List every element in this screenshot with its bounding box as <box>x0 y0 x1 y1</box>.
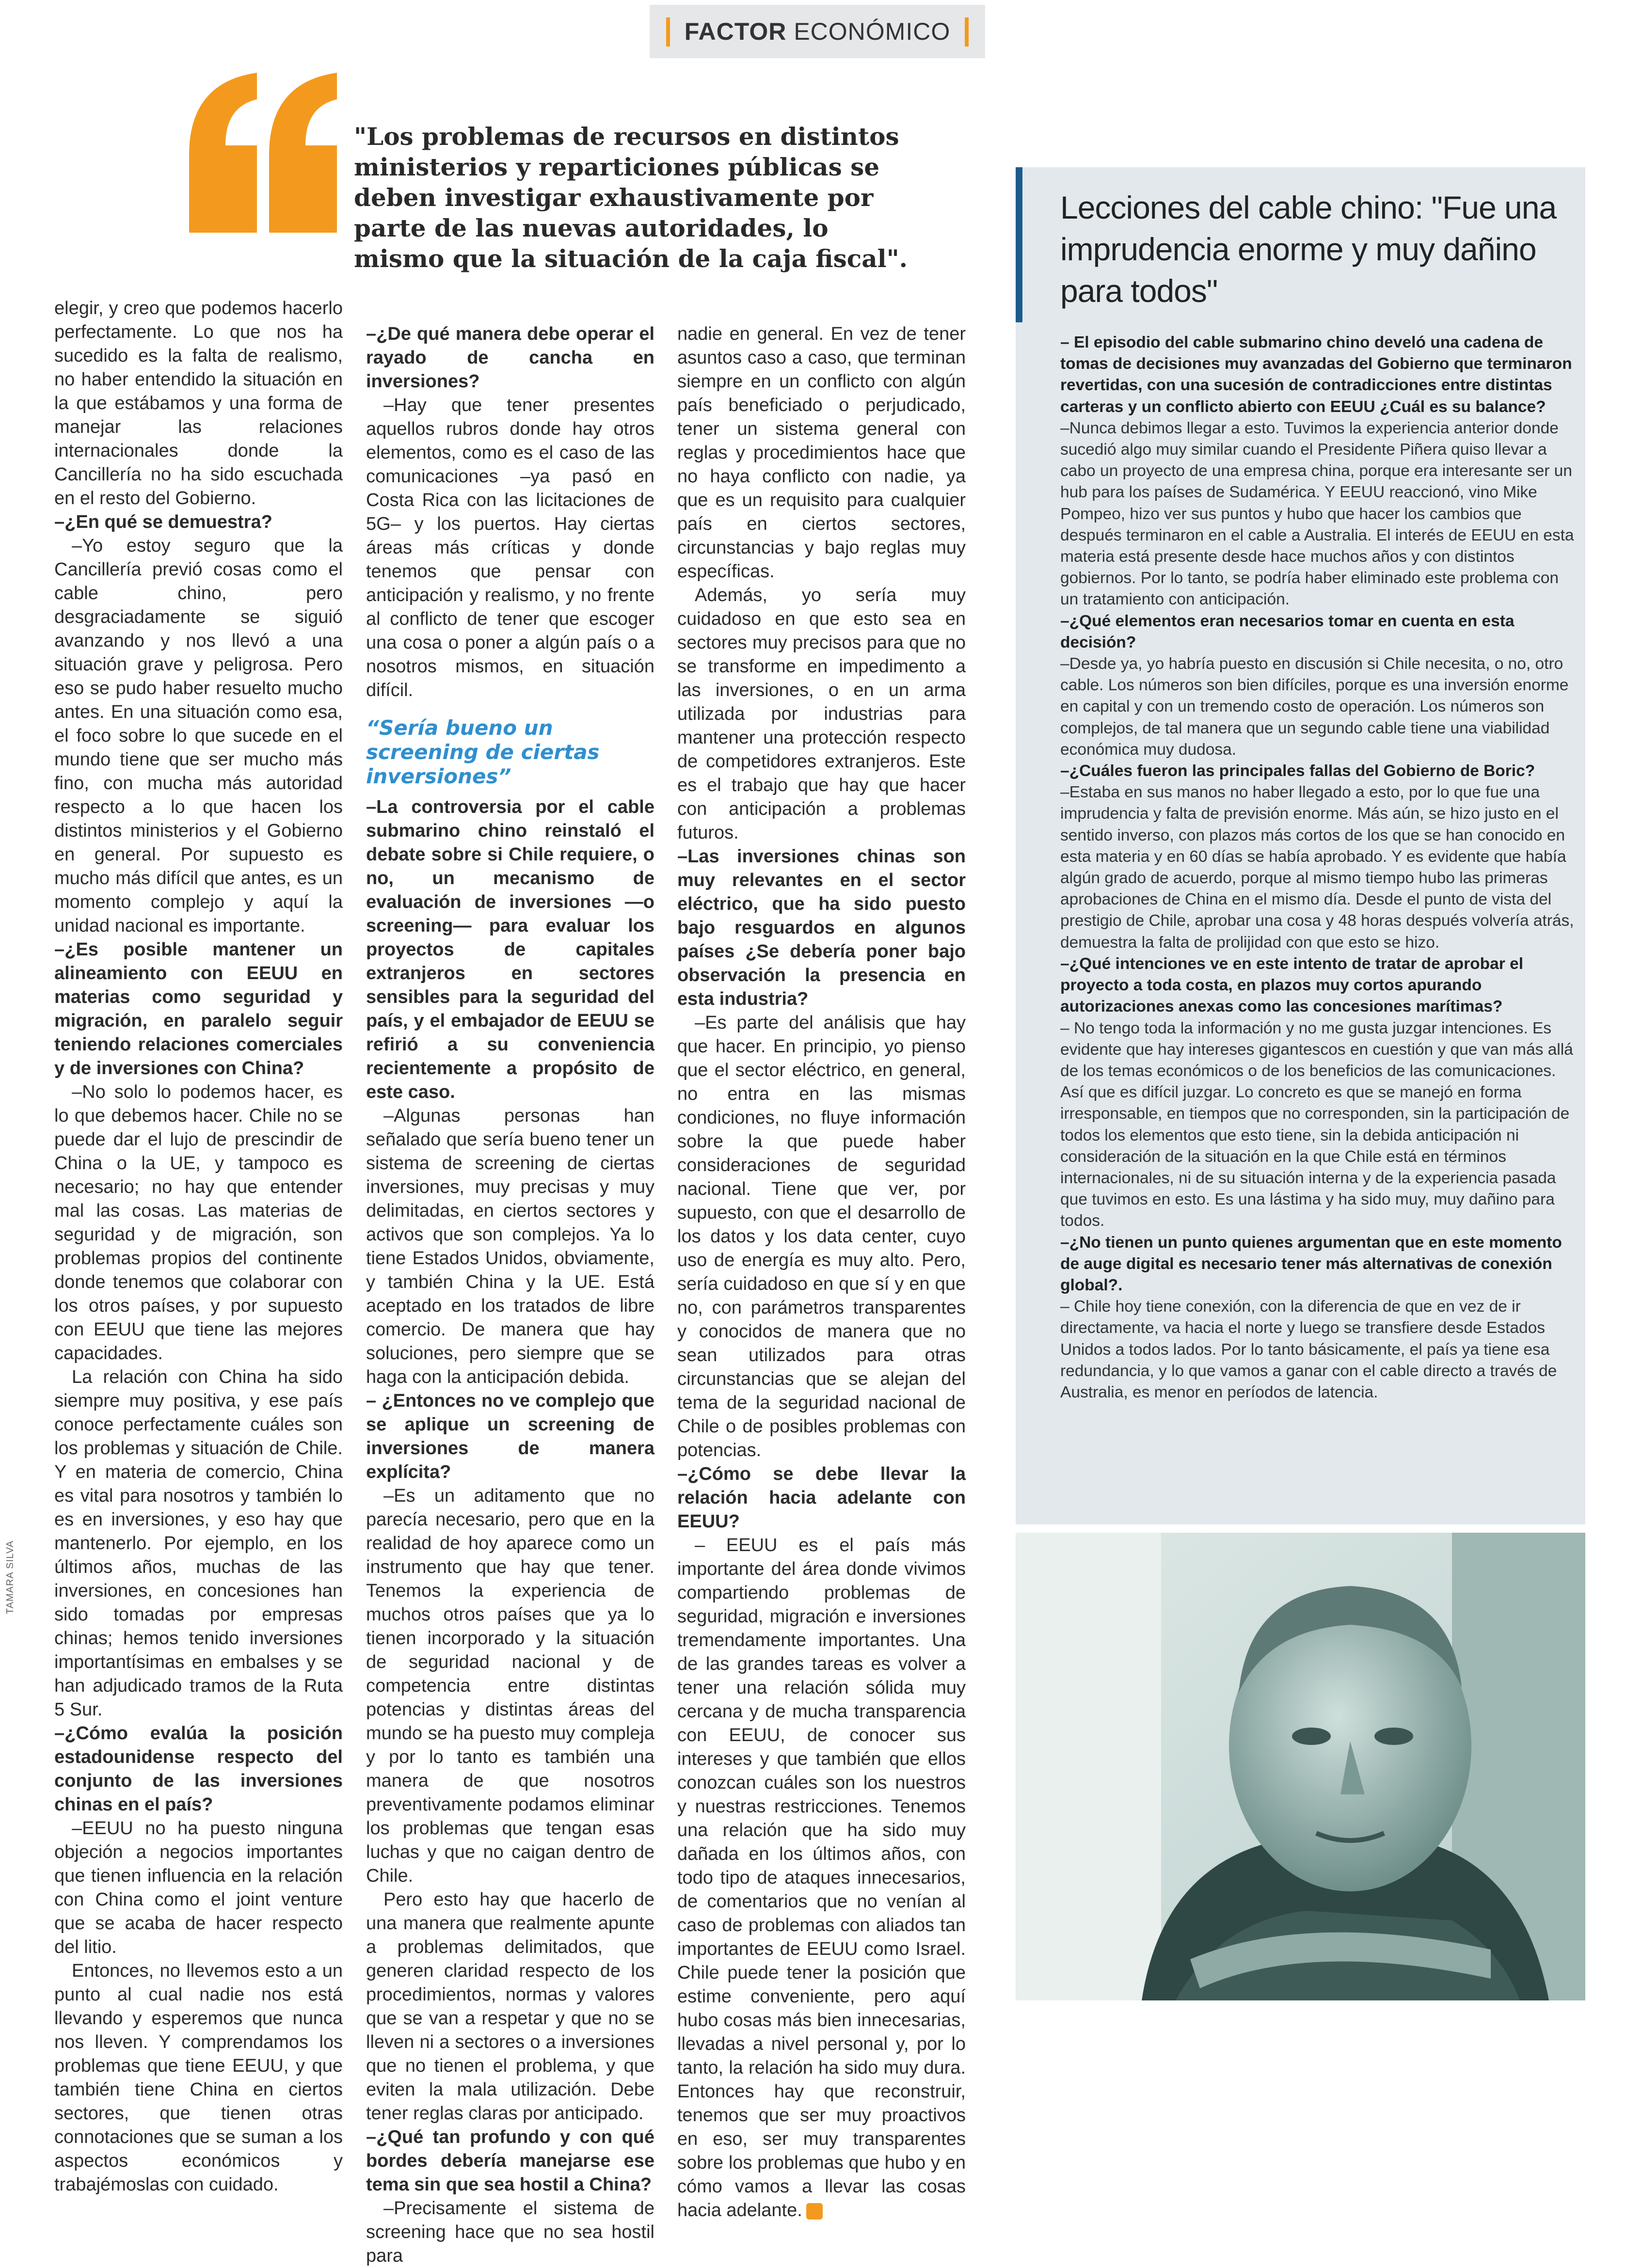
paragraph: –Yo estoy seguro que la Cancillería previó cosas como el cable chino, pero desgraciadamente se siguió avanzando y nos llevó a una situación grave y peligrosa. Pero eso se pudo haber resuelto mucho antes. En una situación como esa, el foco sobre lo que sucede en el mundo tiene que ser mucho más fino, con mucha más autoridad respecto a lo que hacen los distintos ministerios y el Gobierno en general. Por supuesto es mucho más difícil que antes, es un momento complejo y aquí la unidad nacional es importante. <box>54 536 343 936</box>
sidebar-rule <box>1016 167 1022 322</box>
pull-quote: "Los problemas de recursos en distintos ministerios y reparticiones públicas se deben investigar exhaustivamente por parte de las nuevas autoridades, lo mismo que la situación de la caja fiscal". <box>354 122 908 273</box>
question: –¿Cómo evalúa la posición estadounidense respecto del conjunto de las inversiones chinas en el país? <box>54 1723 343 1815</box>
article-column-2 <box>366 322 654 2268</box>
section-title <box>685 17 950 46</box>
paragraph: nadie en general. En vez de tener asuntos caso a caso, que terminan siempre en un conflicto con algún país beneficiado o perjudicado, tener un sistema general con reglas y procedimientos hace que no haya conflicto con nadie, ya que es un requisito para cualquier país en ciertos sectores, circunstancias y bajo reglas muy específicas. <box>677 324 966 582</box>
paragraph: –EEUU no ha puesto ninguna objeción a negocios importantes que tienen influencia en la relación con China como el joint venture que se acaba de hacer respecto del litio. <box>54 1818 343 1957</box>
sidebar-text <box>1060 332 1575 1403</box>
paragraph: elegir, y creo que podemos hacerlo perfectamente. Lo que nos ha sucedido es la falta de realismo, no haber entendido la situación en la que estábamos y una forma de manejar las relaciones internacionales donde la Cancillería no ha sido escuchada en el resto del Gobierno. <box>54 298 343 508</box>
section-title-light: ECONÓMICO <box>794 18 951 45</box>
paragraph: La relación con China ha sido siempre muy positiva, y ese país conoce perfectamente cuáles son los problemas y situación de Chile. Y en materia de comercio, China es vital para nosotros y también lo es en inversiones, y eso hay que mantenerlo. Por ejemplo, en los últimos años, muchas de las inversiones, en concesiones han sido tomadas por empresas chinas; hemos tenido inversiones importantísimas en embalses y se han adjudicado tramos de la Ruta 5 Sur. <box>54 1367 343 1720</box>
subheading: “Sería bueno un screening de ciertas inversiones” <box>366 716 600 788</box>
question: –¿En qué se demuestra? <box>54 512 272 532</box>
paragraph-text: – EEUU es el país más importante del área donde vivimos compartiendo problemas de seguridad, migración e inversiones tremendamente importantes. Una de las grandes tareas es volver a tener una relación sólida muy cercana y de mucha transparencia con EEUU, de conocer sus intereses y que también que ellos conozcan cuáles son los nuestros y nuestras restricciones. Tenemos una relación que ha sido muy dañada en los últimos años, con todo tipo de ataques innecesarios, de comentarios que no venían al caso de problemas con aliados tan importantes de EEUU como Israel. Chile puede tener la posición que estime conveniente, pero aquí hubo cosas más bien innecesarias, llevadas a nivel personal y, por lo tanto, la relación ha sido muy dura. Entonces hay que reconstruir, tenemos que ser muy proactivos en eso, ser muy transparentes sobre los problemas que hubo y en cómo vamos a llevar las cosas hacia adelante. <box>677 1535 966 2220</box>
answer: –Estaba en sus manos no haber llegado a esto, por lo que fue una imprudencia y falta de previsión enorme. Más aún, se hizo justo en el sentido inverso, con plazos más cortos de los que se han conocido en esta materia y en 60 días se había aprobado. Y es evidente que había algún grado de acuerdo, porque al mismo tiempo hubo las primeras aprobaciones de China en el mismo día. Desde el punto de vista del prestigio de Chile, aprobar una cosa y 48 horas después volvería atrás, demuestra la falta de prolijidad con que esto se hizo. <box>1060 783 1574 952</box>
paragraph: Pero esto hay que hacerlo de una manera que realmente apunte a problemas delimitados, que generen claridad respecto de los procedimientos, normas y valores que se van a respetar y que no se lleven ni a sectores o a inversiones que no tienen el problema, y que eviten la mala utilización. Debe tener reglas claras por anticipado. <box>366 1889 654 2124</box>
question: –¿Qué tan profundo y con qué bordes debería manejarse ese tema sin que sea hostil a China? <box>366 2127 654 2195</box>
paragraph: –Precisamente el sistema de screening hace que no sea hostil para <box>366 2198 654 2266</box>
photo-credit: TAMARA SILVA <box>5 1540 16 1614</box>
answer: – Chile hoy tiene conexión, con la diferencia de que en vez de ir directamente, va hacia el norte y luego se transfiere desde Estados Unidos a todos lados. Por lo tanto básicamente, el país ya tiene esa redundancia, y lo que vamos a ganar con el cable directo a través de Australia, es menor en períodos de latencia. <box>1060 1298 1557 1401</box>
question: –¿Cuáles fueron las principales fallas del Gobierno de Boric? <box>1060 762 1535 780</box>
section-title-bold: FACTOR <box>684 18 787 45</box>
question: –Las inversiones chinas son muy relevantes en el sector eléctrico, que ha sido puesto bajo resguardos en algunos países ¿Se debería poner bajo observación la presencia en esta industria? <box>677 846 966 1009</box>
answer: – No tengo toda la información y no me gusta juzgar intenciones. Es evidente que hay intereses gigantescos en cuestión y que van más allá de los temas económicos o de los beneficios de las comunicaciones. Así que es difícil juzgar. Lo concreto es que se manejó en forma irresponsable, en tiempos que no corresponden, sin la participación de todos los elementos que esto tiene, sin la debida anticipación ni consideración de la situación en la que Chile está en términos internacionales, ni de su situación interna y de la experiencia pasada que tuvimos en esto. Es una lástima y ha sido muy, muy dañino para todos. <box>1060 1019 1573 1230</box>
paragraph: –Es parte del análisis que hay que hacer. En principio, yo pienso que el sector eléctrico, en general, no entra en las mismas condiciones, no fluye información sobre la que puede haber consideraciones de seguridad nacional. Tiene que ver, por supuesto, con que el desarrollo de los datos y los data center, cuyo uso de energía es muy alto. Pero, sería cuidadoso en que sí y en que no, con parámetros transparentes y conocidos de manera que no sean utilizados para otras circunstancias que se alejan del tema de la seguridad nacional de Chile o de posibles problemas con potencias. <box>677 1013 966 1460</box>
question: –¿Qué elementos eran necesarios tomar en cuenta en esta decisión? <box>1060 612 1515 651</box>
question: –¿Cómo se debe llevar la relación hacia adelante con EEUU? <box>677 1464 966 1532</box>
sidebar-box <box>1016 167 1585 1524</box>
section-header <box>650 5 985 58</box>
question: – El episodio del cable submarino chino develó una cadena de tomas de decisiones muy avanzadas del Gobierno que terminaron revertidas, con una sucesión de contradicciones entre distintas carteras y un conflicto abierto con EEUU ¿Cuál es su balance? <box>1060 333 1572 416</box>
paragraph: Entonces, no llevemos esto a un punto al cual nadie nos está llevando y esperemos que nunca nos lleven. Y comprendamos los problemas que tiene EEUU, y que también tiene China en ciertos sectores, que tienen otras connotaciones que se suman a los aspectos económicos y trabajémoslas con cuidado. <box>54 1961 343 2195</box>
question: –¿No tienen un punto quienes argumentan que en este momento de auge digital es necesario tener más alternativas de conexión global?. <box>1060 1233 1562 1294</box>
answer: –Nunca debimos llegar a esto. Tuvimos la experiencia anterior donde sucedió algo muy similar cuando el Presidente Piñera quiso llevar a cabo un proyecto de una empresa china, porque era interesante ser un hub para los países de Sudamérica. Y EEUU reaccionó, vino Mike Pompeo, hizo ver sus puntos y hubo que hacer los cambios que después terminaron en el cable a Australia. El interés de EEUU en esta materia está presente desde hace muchos años y con distintos gobiernos. Por lo tanto, se podría haber eliminado este problema con un tratamiento con anticipación. <box>1060 419 1574 609</box>
sidebar-title: Lecciones del cable chino: "Fue una imprudencia enorme y muy dañino para todos" <box>1060 190 1557 309</box>
paragraph: –No solo lo podemos hacer, es lo que debemos hacer. Chile no se puede dar el lujo de prescindir de China o la UE, y tampoco es necesario; no hay que entender mal las cosas. Las materias de seguridad y de migración, son problemas propios del continente donde tenemos que colaborar con los otros países, y por supuesto con EEUU que tiene las mejores capacidades. <box>54 1082 343 1364</box>
paragraph: –Algunas personas han señalado que sería bueno tener un sistema de screening de ciertas inversiones, muy precisas y muy delimitadas, en ciertos sectores y activos que son complejos. Ya lo tiene Estados Unidos, obviamente, y también China y la UE. Está aceptado en los tratados de libre comercio. De manera que hay soluciones, pero siempre que se haga con la anticipación debida. <box>366 1106 654 1387</box>
portrait-photo <box>1016 1533 1585 2000</box>
answer: –Desde ya, yo habría puesto en discusión si Chile necesita, o no, otro cable. Los números son bien difíciles, porque es una inversión enorme en capital y con un tremendo costo de operación. Los números son complejos, de tal manera que un segundo cable tiene una viabilidad económica muy dudosa. <box>1060 655 1569 759</box>
article-column-1 <box>54 297 343 2197</box>
paragraph: –Es un aditamento que no parecía necesario, pero que en la realidad de hoy aparece como un instrumento que hay que tener. Tenemos la experiencia de muchos otros países que ya lo tienen incorporado y la situación de seguridad nacional y de competencia entre distintas potencias y distintas áreas del mundo se ha puesto muy compleja y por lo tanto es también una manera de que nosotros preventivamente podamos eliminar los problemas que tengan esas luchas y que no caigan dentro de Chile. <box>366 1486 654 1886</box>
question: –¿Es posible mantener un alineamiento con EEUU en materias como seguridad y migración, en paralelo seguir teniendo relaciones comerciales y de inversiones con China? <box>54 939 343 1078</box>
question: –¿De qué manera debe operar el rayado de cancha en inversiones? <box>366 324 654 392</box>
paragraph: –Hay que tener presentes aquellos rubros donde hay otros elementos, como es el caso de las comunicaciones –ya pasó en Costa Rica con las licitaciones de 5G– y los puertos. Hay ciertas áreas más críticas y donde tenemos que pensar con anticipación y realismo, y no frente al conflicto de tener que escoger una cosa o poner a algún país o a nosotros mismos, en situación difícil. <box>366 395 654 700</box>
question: –La controversia por el cable submarino chino reinstaló el debate sobre si Chile requiere, o no, un mecanismo de evaluación de inversiones —o screening— para evaluar los proyectos de capitales extranjeros en sectores sensibles para la seguridad del país, y el embajador de EEUU se refirió a su conveniencia recientemente a propósito de este caso. <box>366 797 654 1102</box>
quote-mark-icon <box>184 73 339 233</box>
paragraph <box>677 1534 966 2222</box>
header-rule-left <box>666 17 670 47</box>
question: –¿Qué intenciones ve en este intento de tratar de aprobar el proyecto a toda costa, en plazos muy cortos apurando autorizaciones anexas como las concesiones marítimas? <box>1060 954 1524 1016</box>
end-mark-icon: ■ <box>806 2203 823 2220</box>
header-rule-right <box>965 17 969 47</box>
question: – ¿Entonces no ve complejo que se aplique un screening de inversiones de manera explícita? <box>366 1391 654 1482</box>
article-column-3 <box>677 322 966 2222</box>
paragraph: Además, yo sería muy cuidadoso en que esto sea en sectores muy precisos para que no se transforme en impedimento a las inversiones, o en un arma utilizada por industrias para mantener una protección respecto de competidores extranjeros. Este es el trabajo que hay que hacer con anticipación a problemas futuros. <box>677 585 966 843</box>
